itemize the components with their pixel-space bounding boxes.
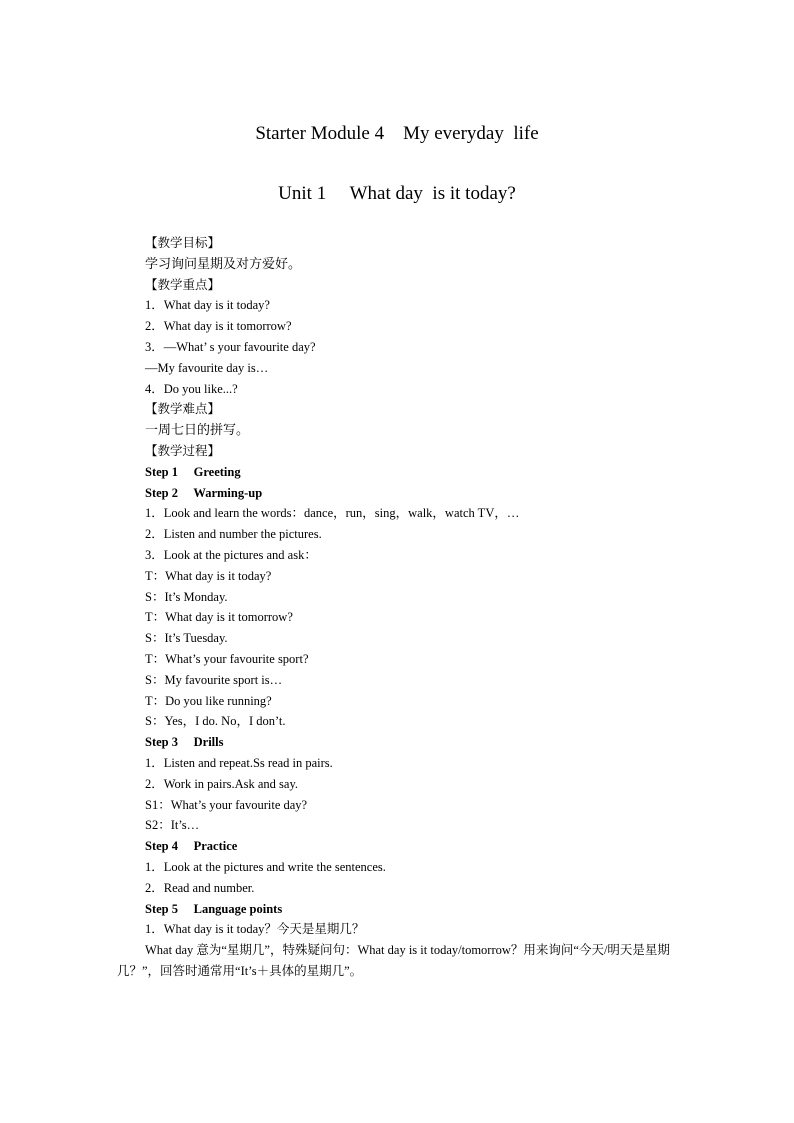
body-line: S：It’s Monday.	[145, 589, 228, 604]
body-line: T：What day is it tomorrow?	[145, 610, 293, 625]
body-line: 4．Do you like...?	[145, 381, 238, 396]
unit-title: Unit 1 What day is it today?	[278, 183, 516, 204]
body-line: 2．Work in pairs.Ask and say.	[145, 776, 299, 791]
body-line: 1．Listen and repeat.Ss read in pairs.	[145, 755, 333, 770]
document-title: Starter Module 4 My everyday life	[255, 123, 539, 144]
body-line: T：What day is it today?	[145, 568, 272, 583]
body-line: S：My favourite sport is…	[145, 672, 283, 687]
body-line: —My favourite day is…	[145, 360, 269, 375]
body-line: S：It’s Tuesday.	[145, 631, 228, 646]
document-body	[117, 233, 705, 982]
body-line: S1：What’s your favourite day?	[145, 797, 308, 812]
section-heading: 【教学重点】	[145, 277, 221, 292]
body-line: 1．What day is it today？今天是星期几？	[145, 922, 365, 937]
body-text: 一周七日的拼写。	[145, 422, 250, 438]
body-line: S2：It’s…	[145, 818, 200, 833]
body-line: 1．Look and learn the words：dance，run，sing，walk，watch TV，…	[145, 506, 520, 521]
body-line: 2．Listen and number the pictures.	[145, 527, 322, 542]
step-heading: Step 3 Drills	[145, 735, 224, 750]
body-text: 学习询问星期及对方爱好。	[145, 255, 302, 271]
step-heading: Step 2 Warming-up	[145, 485, 263, 500]
step-heading: Step 5 Language points	[145, 901, 283, 916]
section-heading: 【教学难点】	[145, 402, 221, 417]
section-heading: 【教学过程】	[145, 443, 221, 458]
section-heading: 【教学目标】	[145, 236, 221, 250]
body-line: 2．Read and number.	[145, 880, 255, 895]
explanation-paragraph: What day 意为“星期几”，特殊疑问句：What day is it today/tomorrow？用来询问“今天/明天是星期几？”，回答时通常用“It’s＋具体的星期几”。	[117, 943, 670, 978]
body-line: 1．Look at the pictures and write the sentences.	[145, 859, 386, 874]
body-line: T：What’s your favourite sport?	[145, 651, 309, 666]
body-line: T：Do you like running?	[145, 693, 272, 708]
body-line: 2．What day is it tomorrow?	[145, 319, 292, 334]
body-line: 3．Look at the pictures and ask：	[145, 547, 317, 562]
body-line: 3．—What’ s your favourite day?	[145, 339, 316, 354]
body-line: S：Yes，I do. No，I don’t.	[145, 714, 286, 729]
step-heading: Step 1 Greeting	[145, 464, 241, 479]
body-line: 1．What day is it today?	[145, 298, 270, 313]
step-heading: Step 4 Practice	[145, 839, 238, 854]
